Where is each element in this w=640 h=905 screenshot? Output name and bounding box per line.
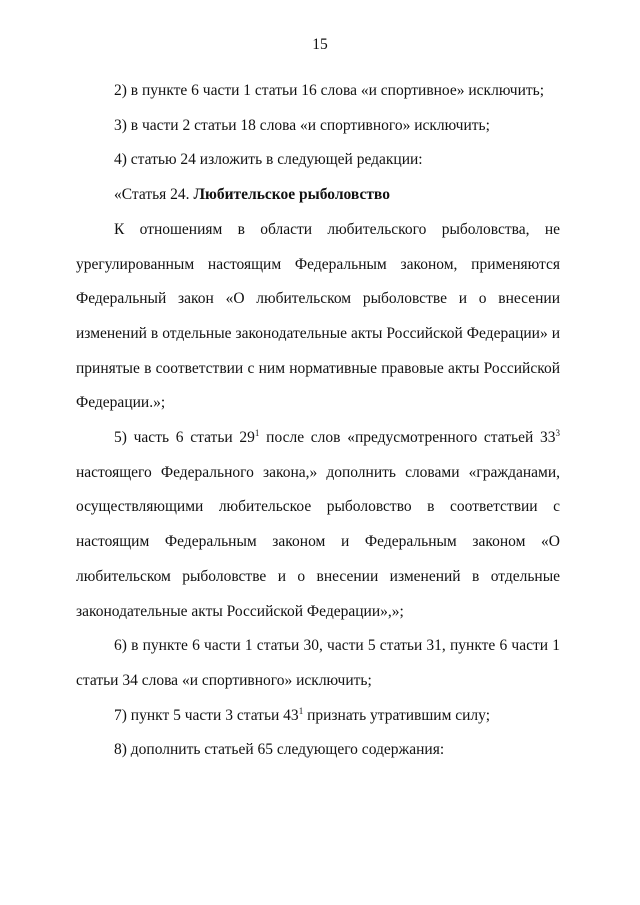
superscript-1: 1 [254,427,260,438]
page-number: 15 [312,36,328,53]
superscript-3: 3 [555,427,560,438]
paragraph-item-3: 3) в части 2 статьи 18 слова «и спортивного» исключить; [114,116,490,134]
paragraph-item-7-part-b: признать утратившим силу; [303,706,491,724]
paragraph-item-8: 8) дополнить статьей 65 следующего содержания: [114,741,445,759]
paragraph-item-5-part-c: настоящего Федерального закона,» дополнить словами «гражданами, осуществляющими любительское рыболовство в соответствии с настоящим Федеральным законом и Федеральным законом «О любительском рыболовстве и о внесении изменений в отдельные законодательные акты Российской Федерации»,»; [76,463,560,620]
article-24-heading [76,178,560,213]
paragraph-item-5 [76,421,560,629]
superscript-1b: 1 [298,705,304,716]
article-24-body: К отношениям в области любительского рыболовства, не урегулированным настоящим Федеральным законом, применяются Федеральный закон «О любительском рыболовстве и о внесении изменений в отдельные законодательные акты Российской Федерации» и принятые в соответствии с ним нормативные правовые акты Российской Федерации.»; [76,220,560,412]
paragraph-item-7-part-a: 7) пункт 5 части 3 статьи 43 [114,706,299,724]
article-24-title: Любительское рыболовство [193,186,390,204]
paragraph-item-6: 6) в пункте 6 части 1 статьи 30, части 5 статьи 31, пункте 6 части 1 статьи 34 слова «и спортивного» исключить; [76,637,560,689]
paragraph-item-4: 4) статью 24 изложить в следующей редакции: [114,151,423,169]
document-body [76,74,560,768]
paragraph-item-7 [76,699,560,734]
paragraph-item-5-part-b: после слов «предусмотренного статьей 33 [259,429,556,447]
paragraph-item-5-part-a: 5) часть 6 статьи 29 [114,429,255,447]
article-24-prefix: «Статья 24. [114,186,194,204]
paragraph-item-2: 2) в пункте 6 части 1 статьи 16 слова «и спортивное» исключить; [114,82,545,99]
